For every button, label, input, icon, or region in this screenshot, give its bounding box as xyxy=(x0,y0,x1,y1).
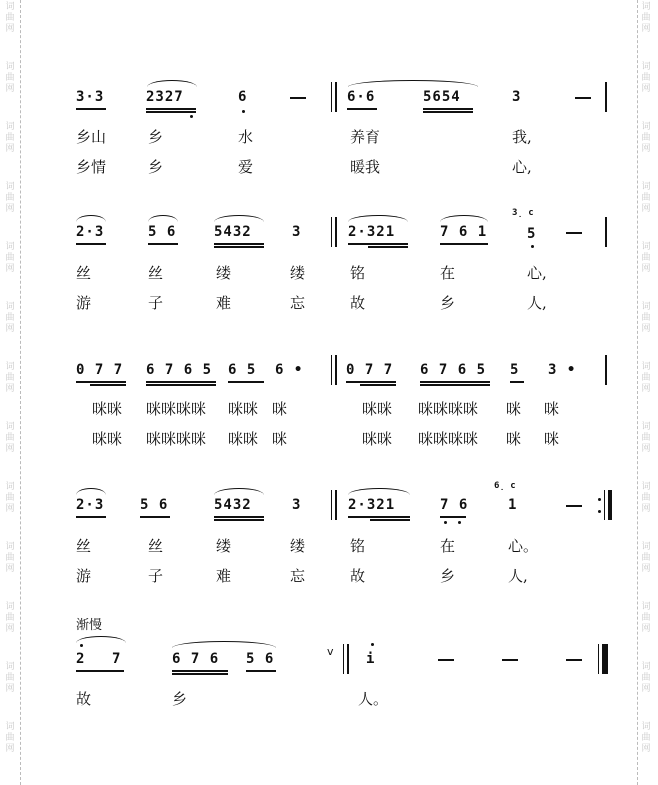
sustain-dash xyxy=(566,659,582,661)
lyric: 故 xyxy=(350,567,366,585)
lyric: 子 xyxy=(148,294,164,312)
barline xyxy=(331,490,332,520)
lyric: 咪咪咪咪 xyxy=(146,430,207,448)
lyric: 咪咪 xyxy=(228,430,259,448)
lyric: 爱 xyxy=(238,158,254,176)
barline xyxy=(335,355,337,385)
underline xyxy=(140,516,170,518)
lyric: 养育 xyxy=(350,128,381,146)
lyric: 难 xyxy=(216,567,232,585)
repeat-barline xyxy=(608,490,612,520)
slur xyxy=(76,215,106,222)
watermark: 词曲网 xyxy=(641,422,651,454)
barline xyxy=(331,217,332,247)
note-group: 2·3 xyxy=(76,497,105,513)
lyric: 咪咪 xyxy=(92,430,123,448)
octave-dot xyxy=(458,521,461,524)
lyric: 丝 xyxy=(148,537,164,555)
lyric: 乡情 xyxy=(76,158,107,176)
watermark: 词曲网 xyxy=(641,182,651,214)
watermark: 词曲网 xyxy=(641,302,651,334)
watermark: 词曲网 xyxy=(5,302,15,334)
sustain-dash xyxy=(290,97,306,99)
slur xyxy=(147,80,197,87)
slur xyxy=(440,215,488,222)
lyric: 丝 xyxy=(148,264,164,282)
lyric: 故 xyxy=(350,294,366,312)
lyric: 乡 xyxy=(440,567,456,585)
lyric: 丝 xyxy=(76,264,92,282)
note-group: 6 • xyxy=(275,362,304,378)
repeat-barline xyxy=(604,490,605,520)
barline xyxy=(347,644,349,674)
sustain-dash xyxy=(502,659,518,661)
lyric: 忘 xyxy=(290,567,306,585)
watermark: 词曲网 xyxy=(641,482,651,514)
underline xyxy=(360,384,396,386)
underline xyxy=(146,108,196,110)
lyric: 咪 xyxy=(544,400,560,418)
lyric: 人。 xyxy=(358,690,389,708)
sustain-dash xyxy=(438,659,454,661)
watermark: 词曲网 xyxy=(5,722,15,754)
underline xyxy=(172,670,228,672)
lyric: 咪咪咪咪 xyxy=(418,400,479,418)
lyric: 咪咪 xyxy=(362,430,393,448)
note-group: 6 7 6 5 xyxy=(146,362,213,378)
final-barline xyxy=(602,644,608,674)
watermark: 词曲网 xyxy=(5,422,15,454)
underline xyxy=(370,519,410,521)
note-group: 7 xyxy=(112,651,122,667)
note-group: 6·6 xyxy=(347,89,376,105)
barline xyxy=(331,355,332,385)
note-group: 6 5 xyxy=(228,362,257,378)
underline xyxy=(76,243,106,245)
lyric: 咪咪咪咪 xyxy=(146,400,207,418)
note-group: 5432 xyxy=(214,497,252,513)
underline xyxy=(368,246,408,248)
watermark: 词曲网 xyxy=(5,602,15,634)
note-group: 0 7 7 xyxy=(346,362,394,378)
watermark: 词曲网 xyxy=(5,182,15,214)
slur xyxy=(348,80,478,87)
lyric: 咪咪 xyxy=(362,400,393,418)
slur xyxy=(172,641,276,648)
note-group: 3 • xyxy=(548,362,577,378)
lyric: 乡 xyxy=(148,128,164,146)
underline xyxy=(76,381,126,383)
note-group: 7 6 xyxy=(440,497,469,513)
underline xyxy=(90,384,126,386)
lyric: 在 xyxy=(440,537,456,555)
underline xyxy=(246,670,276,672)
note-group: 3 xyxy=(292,224,302,240)
underline xyxy=(76,670,124,672)
lyric: 丝 xyxy=(76,537,92,555)
lyric: 心。 xyxy=(508,537,539,555)
underline xyxy=(76,108,106,110)
watermark: 词曲网 xyxy=(641,122,651,154)
sustain-dash xyxy=(566,505,582,507)
underline xyxy=(440,243,488,245)
watermark: 词曲网 xyxy=(5,482,15,514)
lyric: 人, xyxy=(527,294,547,312)
watermark: 词曲网 xyxy=(641,362,651,394)
octave-dot xyxy=(371,643,374,646)
underline xyxy=(148,243,178,245)
underline xyxy=(146,381,216,383)
underline xyxy=(423,108,473,110)
lyric: 咪咪咪咪 xyxy=(418,430,479,448)
lyric: 咪 xyxy=(506,400,522,418)
lyric: 暖我 xyxy=(350,158,381,176)
lyric: 子 xyxy=(148,567,164,585)
note-group: 5654 xyxy=(423,89,461,105)
note-group: 6 7 6 5 xyxy=(420,362,487,378)
underline xyxy=(76,516,106,518)
lyric: 乡山 xyxy=(76,128,107,146)
underline xyxy=(214,243,264,245)
lyric: 游 xyxy=(76,294,92,312)
lyric: 缕 xyxy=(216,264,232,282)
note-group: 3 xyxy=(292,497,302,513)
note-group: 6 7 6 xyxy=(172,651,220,667)
underline xyxy=(228,381,264,383)
underline xyxy=(214,519,264,521)
note-group: 2·3 xyxy=(76,224,105,240)
barline xyxy=(605,355,607,385)
watermark: 词曲网 xyxy=(641,602,651,634)
watermark: 词曲网 xyxy=(5,362,15,394)
lyric: 铭 xyxy=(350,537,366,555)
lyric: 咪 xyxy=(272,430,288,448)
barline xyxy=(605,217,607,247)
underline xyxy=(423,111,473,113)
sustain-dash xyxy=(575,97,591,99)
lyric: 咪 xyxy=(272,400,288,418)
octave-dot xyxy=(80,644,83,647)
lyric: 心, xyxy=(512,158,532,176)
note-group: 5 6 xyxy=(246,651,275,667)
note-group: i xyxy=(366,651,376,667)
underline xyxy=(440,516,466,518)
watermark: 词曲网 xyxy=(5,662,15,694)
watermark: 词曲网 xyxy=(641,242,651,274)
lyric: 咪 xyxy=(506,430,522,448)
lyric: 水 xyxy=(238,128,254,146)
note-group: 5 6 xyxy=(140,497,169,513)
lyric: 缕 xyxy=(290,264,306,282)
lyric: 心, xyxy=(527,264,547,282)
tempo-marking: 渐慢 xyxy=(76,618,103,633)
lyric: 乡 xyxy=(172,690,188,708)
barline xyxy=(335,82,337,112)
lyric: 忘 xyxy=(290,294,306,312)
underline xyxy=(348,516,410,518)
slur xyxy=(348,488,410,495)
watermark: 词曲网 xyxy=(5,542,15,574)
lyric: 咪咪 xyxy=(92,400,123,418)
watermark: 词曲网 xyxy=(641,2,651,34)
note-group: 1 xyxy=(508,497,518,513)
watermark: 词曲网 xyxy=(5,122,15,154)
note-group: 5 xyxy=(527,226,537,242)
lyric: 乡 xyxy=(148,158,164,176)
underline xyxy=(346,381,396,383)
grace-note: 6̣ c xyxy=(494,481,516,491)
lyric: 人, xyxy=(508,567,528,585)
note-group: 7 6 1 xyxy=(440,224,488,240)
watermark: 词曲网 xyxy=(641,662,651,694)
note-group: 2 xyxy=(76,651,86,667)
lyric: 故 xyxy=(76,690,92,708)
underline xyxy=(214,516,264,518)
note-group: 5 6 xyxy=(148,224,177,240)
underline xyxy=(347,108,377,110)
watermark: 词曲网 xyxy=(641,722,651,754)
watermark: 词曲网 xyxy=(5,62,15,94)
underline xyxy=(214,246,264,248)
watermark: 词曲网 xyxy=(641,62,651,94)
barline xyxy=(335,217,337,247)
repeat-dot xyxy=(598,510,601,513)
barline xyxy=(605,82,607,112)
underline xyxy=(420,381,490,383)
watermark: 词曲网 xyxy=(641,542,651,574)
watermark: 词曲网 xyxy=(5,2,15,34)
lyric: 乡 xyxy=(440,294,456,312)
underline xyxy=(510,381,524,383)
octave-dot xyxy=(242,110,245,113)
note-group: 2·321 xyxy=(348,497,396,513)
slur xyxy=(76,488,106,495)
lyric: 咪 xyxy=(544,430,560,448)
note-group: 5 xyxy=(510,362,520,378)
slur xyxy=(214,215,264,222)
slur xyxy=(348,215,408,222)
breath-mark: v xyxy=(327,645,334,658)
lyric: 难 xyxy=(216,294,232,312)
barline xyxy=(335,490,337,520)
note-group: 2·321 xyxy=(348,224,396,240)
lyric: 咪咪 xyxy=(228,400,259,418)
barline xyxy=(331,82,332,112)
note-group: 0 7 7 xyxy=(76,362,124,378)
underline xyxy=(172,673,228,675)
lyric: 在 xyxy=(440,264,456,282)
note-group: 3 xyxy=(512,89,522,105)
sustain-dash xyxy=(566,232,582,234)
underline xyxy=(146,111,196,113)
lyric: 铭 xyxy=(350,264,366,282)
lyric: 我, xyxy=(512,128,532,146)
watermark: 词曲网 xyxy=(5,242,15,274)
note-group: 2327 xyxy=(146,89,184,105)
note-group: 5432 xyxy=(214,224,252,240)
note-group: 6 xyxy=(238,89,248,105)
underline xyxy=(146,384,216,386)
barline xyxy=(343,644,344,674)
repeat-dot xyxy=(598,498,601,501)
underline xyxy=(348,243,408,245)
octave-dot xyxy=(190,115,193,118)
slur xyxy=(214,488,264,495)
grace-note: 3̣ c xyxy=(512,208,534,218)
underline xyxy=(420,384,490,386)
lyric: 缕 xyxy=(216,537,232,555)
octave-dot xyxy=(531,245,534,248)
lyric: 缕 xyxy=(290,537,306,555)
slur xyxy=(76,636,126,643)
final-barline xyxy=(598,644,599,674)
octave-dot xyxy=(444,521,447,524)
note-group: 3·3 xyxy=(76,89,105,105)
lyric: 游 xyxy=(76,567,92,585)
slur xyxy=(148,215,178,222)
